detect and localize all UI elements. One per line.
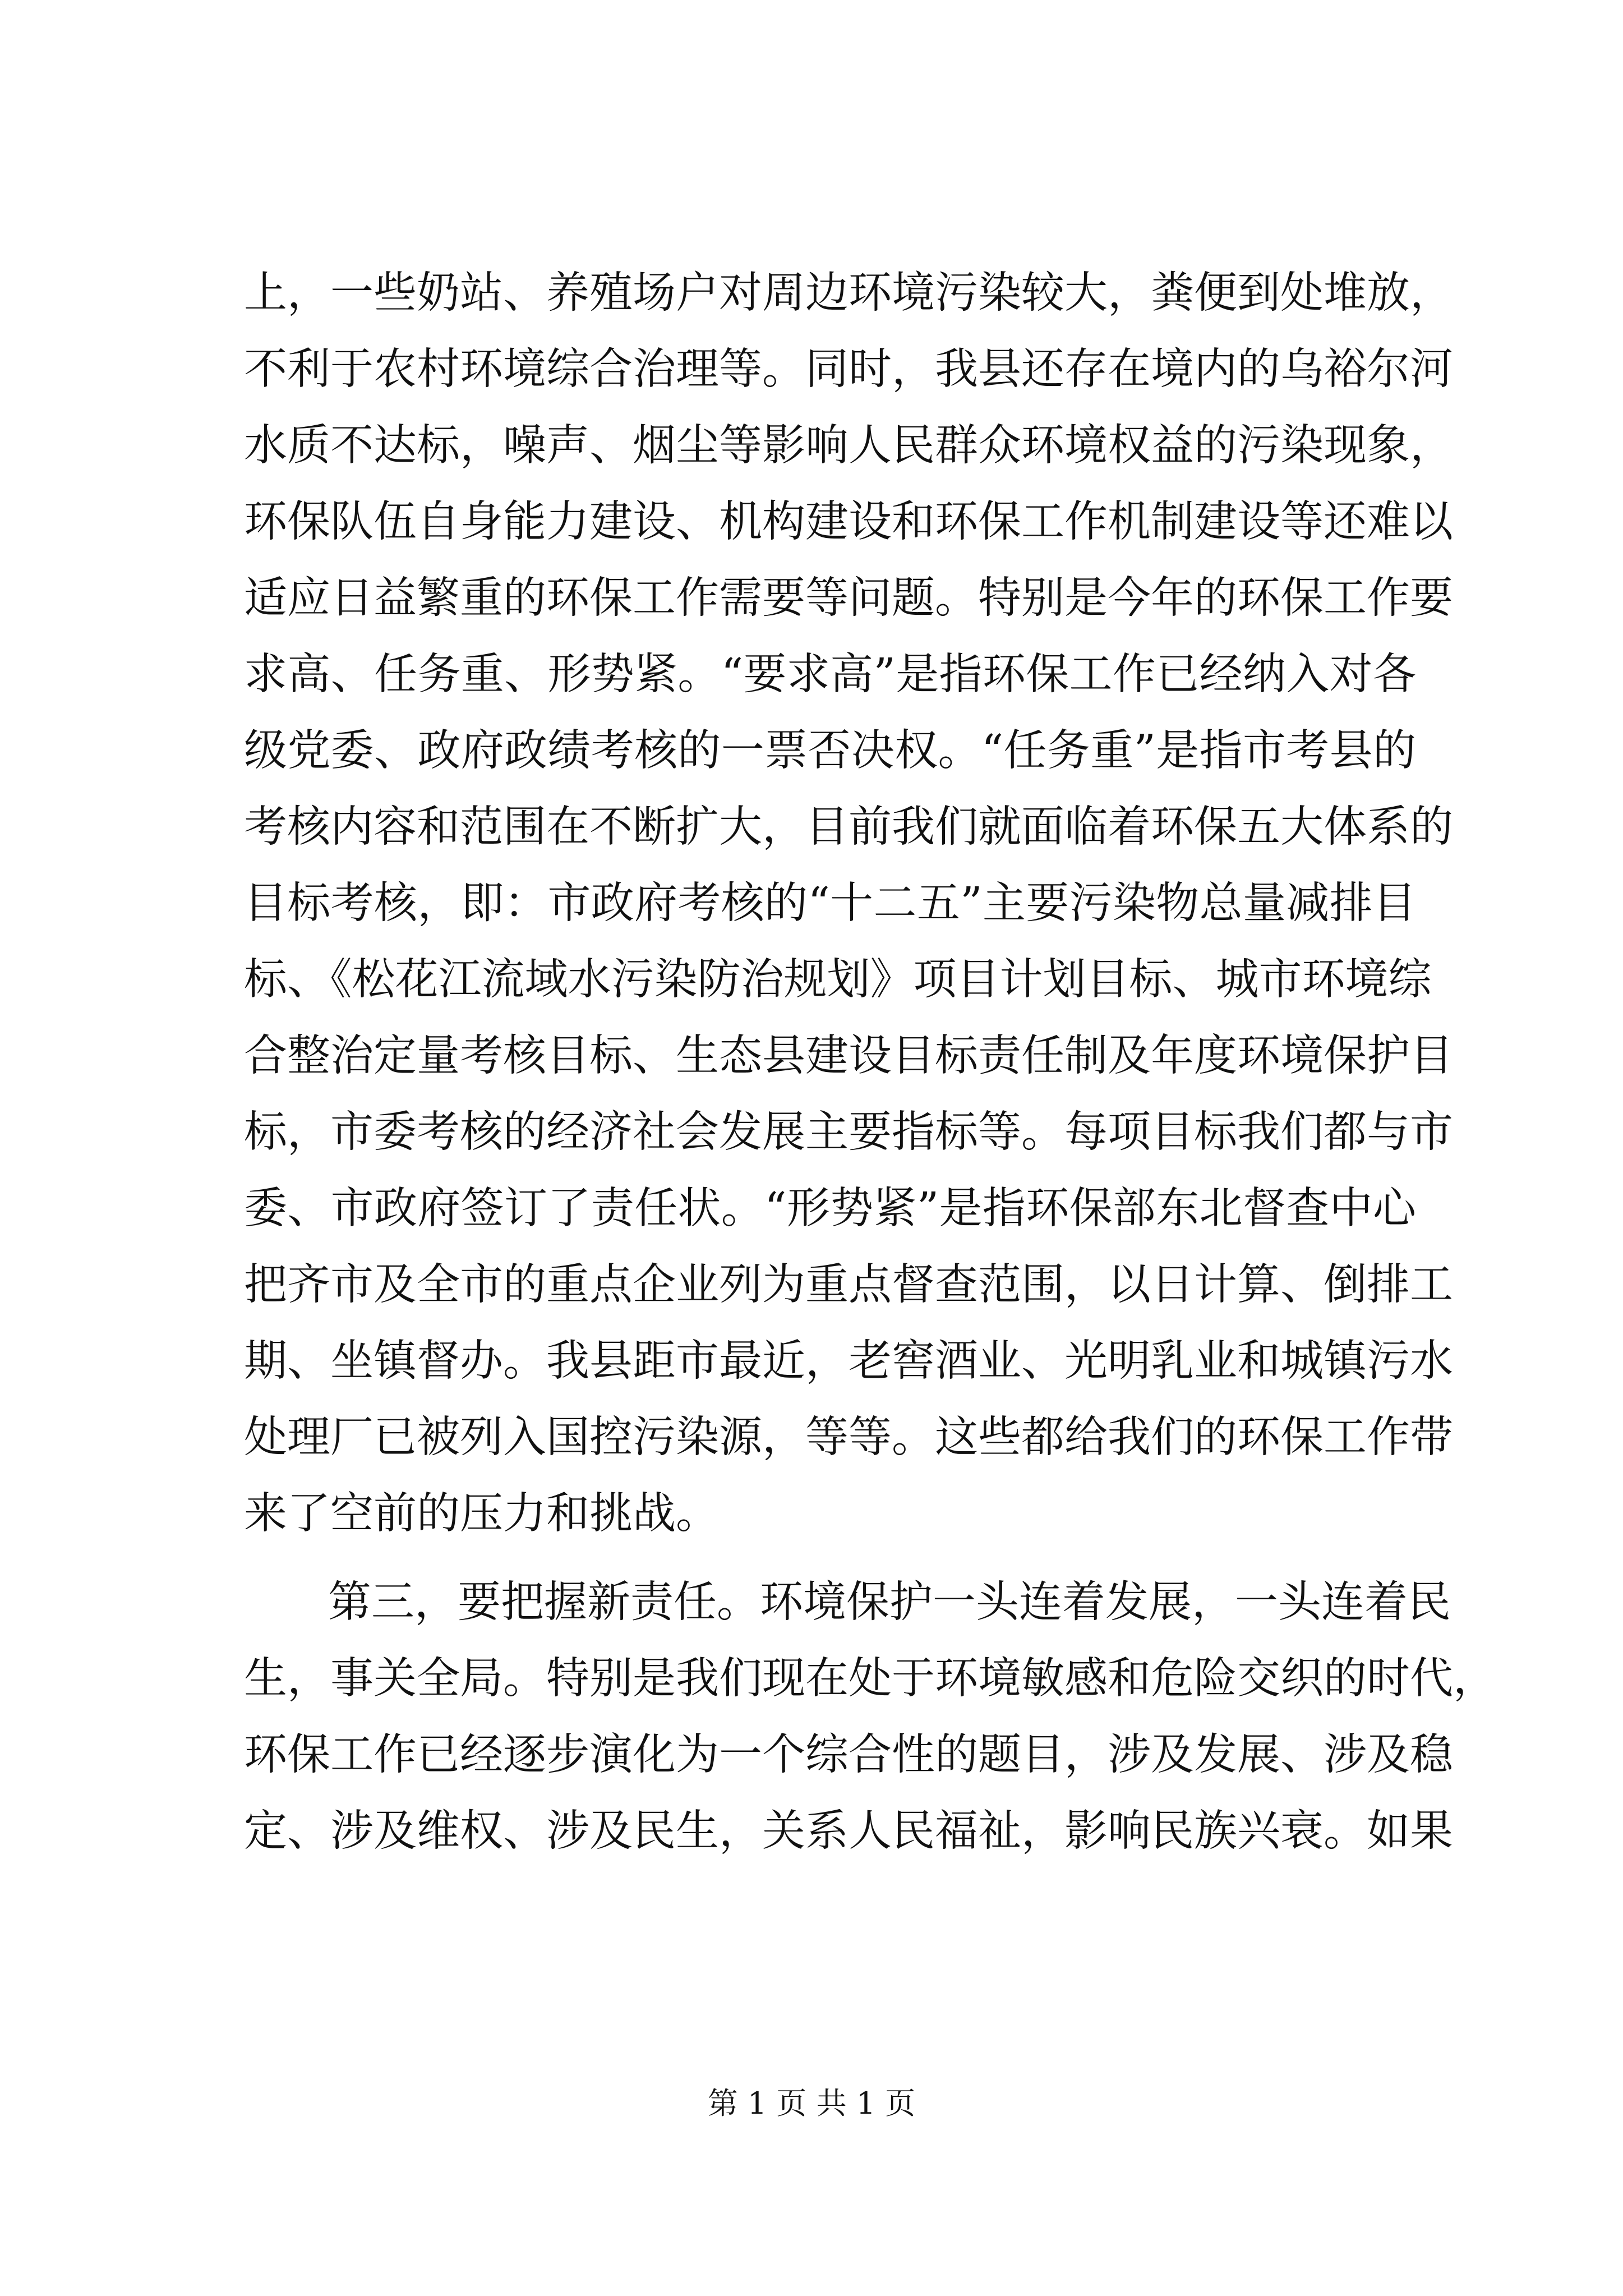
paragraph-spacing (244, 1552, 1416, 1565)
text-line: 上，一些奶站、养殖场户对周边环境污染较大，粪便到处堆放， (244, 268, 1453, 318)
paragraph-1 (244, 255, 1453, 1552)
page-footer (0, 2084, 1623, 2123)
text-line: 水质不达标，噪声、烟尘等影响人民群众环境权益的污染现象， (244, 421, 1453, 471)
text-line: 适应日益繁重的环保工作需要等问题。特别是今年的环保工作要 (244, 573, 1453, 623)
text-line: 环保工作已经逐步演化为一个综合性的题目，涉及发展、涉及稳 (244, 1730, 1453, 1780)
text-line: 合整治定量考核目标、生态县建设目标责任制及年度环境保护目 (244, 1031, 1453, 1081)
text-line: 定、涉及维权、涉及民生，关系人民福祉，影响民族兴衰。如果 (244, 1806, 1453, 1856)
text-line: 不利于农村环境综合治理等。同时，我县还存在境内的乌裕尔河 (244, 344, 1453, 394)
body-text (244, 255, 1496, 1870)
text-line: 生，事关全局。特别是我们现在处于环境敏感和危险交织的时代， (244, 1654, 1496, 1704)
paragraph-2 (244, 1565, 1496, 1870)
text-line: 标，市委考核的经济社会发展主要指标等。每项目标我们都与市 (244, 1107, 1453, 1157)
text-line: 考核内容和范围在不断扩大，目前我们就面临着环保五大体系的 (244, 802, 1453, 852)
text-line: 级党委、政府政绩考核的一票否决权。“任务重”是指市考县的 (244, 726, 1416, 776)
text-line: 把齐市及全市的重点企业列为重点督查范围，以日计算、倒排工 (244, 1260, 1453, 1310)
text-line: 处理厂已被列入国控污染源，等等。这些都给我们的环保工作带 (244, 1412, 1453, 1462)
text-line: 标、《松花江流域水污染防治规划》项目计划目标、城市环境综 (244, 955, 1432, 1005)
text-line: 来了空前的压力和挑战。 (244, 1489, 719, 1539)
text-line: 目标考核，即：市政府考核的“十二五”主要污染物总量减排目 (244, 878, 1416, 928)
page-number-label: 第 1 页 共 1 页 (707, 2086, 916, 2121)
text-line: 求高、任务重、形势紧。“要求高”是指环保工作已经纳入对各 (244, 650, 1416, 700)
text-line: 第三，要把握新责任。环境保护一头连着发展，一头连着民 (328, 1577, 1451, 1627)
text-line: 期、坐镇督办。我县距市最近，老窖酒业、光明乳业和城镇污水 (244, 1336, 1453, 1386)
text-line: 委、市政府签订了责任状。“形势紧”是指环保部东北督查中心 (244, 1184, 1416, 1234)
text-line: 环保队伍自身能力建设、机构建设和环保工作机制建设等还难以 (244, 497, 1453, 547)
